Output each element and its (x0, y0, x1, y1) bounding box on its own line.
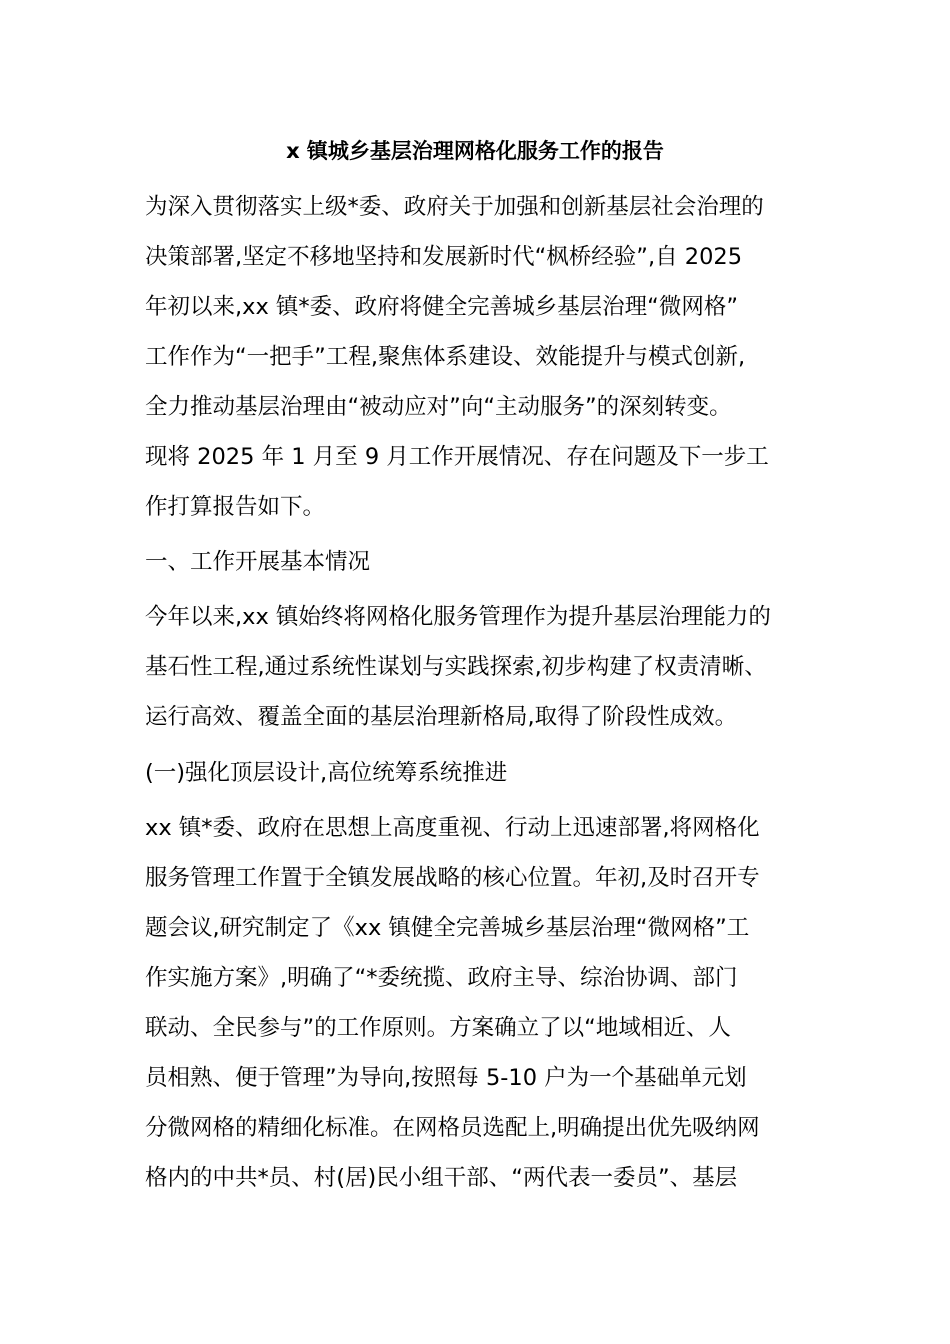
paragraph-line: 分微网格的精细化标准。在网格员选配上,明确提出优先吸纳网 (145, 1115, 760, 1141)
paragraph-line: 工作作为“一把手”工程,聚焦体系建设、效能提升与模式创新, (145, 344, 746, 370)
paragraph-line: 全力推动基层治理由“被动应对”向“主动服务”的深刻转变。 (145, 394, 732, 420)
paragraph-line: 作实施方案》,明确了“*委统揽、政府主导、综治协调、部门 (145, 965, 738, 991)
paragraph-line: 格内的中共*员、村(居)民小组干部、“两代表一委员”、基层 (145, 1165, 738, 1191)
paragraph-line: 决策部署,坚定不移地坚持和发展新时代“枫桥经验”,自 2025 (145, 244, 743, 270)
paragraph-line: 今年以来,xx 镇始终将网格化服务管理作为提升基层治理能力的 (145, 604, 771, 630)
document-title: x 镇城乡基层治理网格化服务工作的报告 (286, 139, 664, 163)
paragraph-line: xx 镇*委、政府在思想上高度重视、行动上迅速部署,将网格化 (145, 815, 760, 841)
paragraph-line: 作打算报告如下。 (145, 494, 326, 520)
paragraph-line: 基石性工程,通过系统性谋划与实践探索,初步构建了权责清晰、 (145, 654, 767, 680)
section-heading: 一、工作开展基本情况 (145, 549, 371, 575)
paragraph-line: 年初以来,xx 镇*委、政府将健全完善城乡基层治理“微网格” (145, 294, 738, 320)
paragraph-line: 现将 2025 年 1 月至 9 月工作开展情况、存在问题及下一步工 (145, 444, 769, 470)
paragraph-line: 服务管理工作置于全镇发展战略的核心位置。年初,及时召开专 (145, 865, 760, 891)
paragraph-line: 题会议,研究制定了《xx 镇健全完善城乡基层治理“微网格”工 (145, 915, 750, 941)
paragraph-line: 运行高效、覆盖全面的基层治理新格局,取得了阶段性成效。 (145, 704, 738, 730)
subsection-heading: (一)强化顶层设计,高位统筹系统推进 (145, 760, 508, 786)
paragraph-line: 员相熟、便于管理”为导向,按照每 5-10 户为一个基础单元划 (145, 1065, 747, 1091)
paragraph-line: 为深入贯彻落实上级*委、政府关于加强和创新基层社会治理的 (145, 194, 764, 220)
paragraph-line: 联动、全民参与”的工作原则。方案确立了以“地域相近、人 (145, 1015, 731, 1041)
